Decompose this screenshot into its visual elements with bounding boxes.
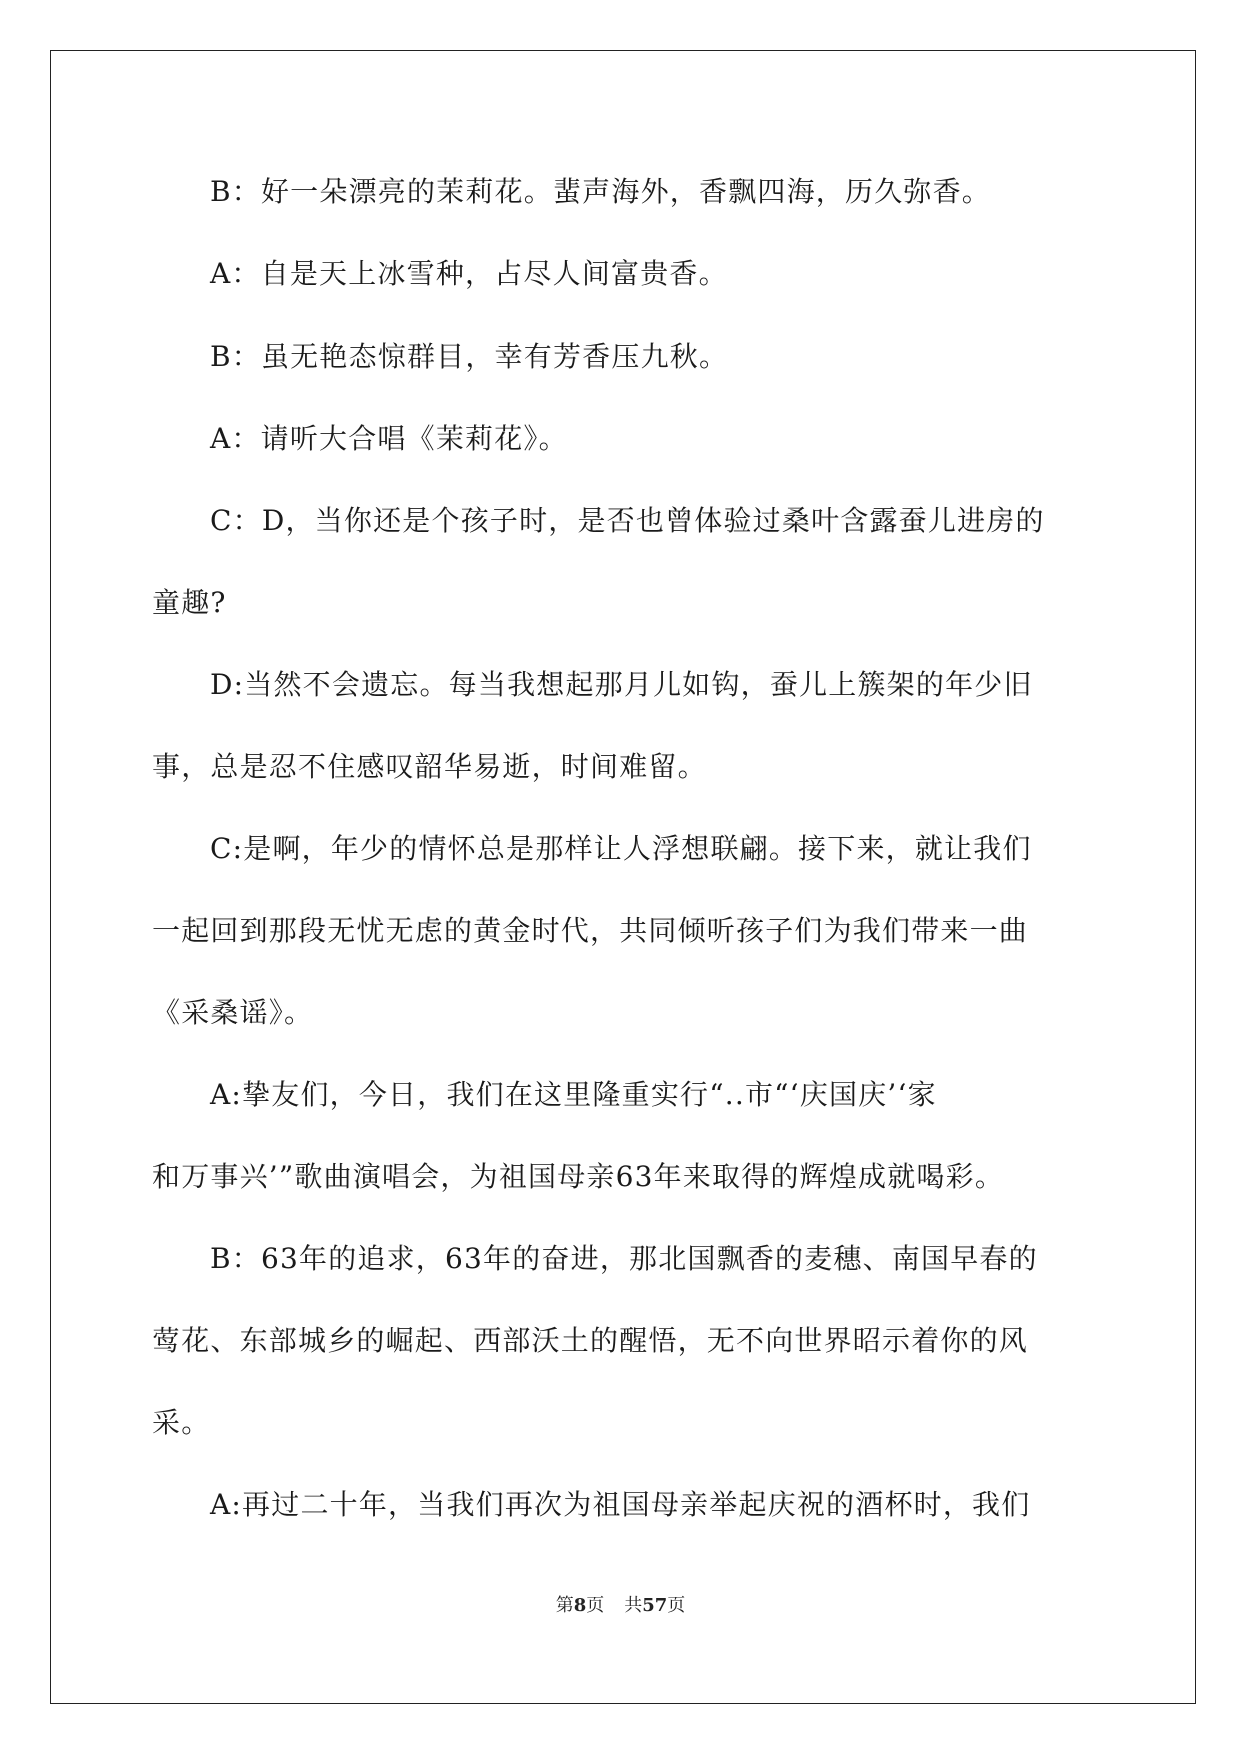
paragraph-line: A:再过二十年，当我们再次为祖国母亲举起庆祝的酒杯时，我们 <box>210 1488 1031 1521</box>
total-suffix: 页 <box>667 1595 686 1616</box>
paragraph-line: 《采桑谣》。 <box>152 996 314 1029</box>
page-border <box>50 50 1196 1704</box>
page-total: 57 <box>642 1595 668 1616</box>
paragraph-line: A:挚友们，今日，我们在这里隆重实行“..市“‘庆国庆’‘家 <box>210 1078 937 1111</box>
page-footer <box>0 1594 1241 1618</box>
page-prefix: 第 <box>555 1595 574 1616</box>
paragraph-line: C：D，当你还是个孩子时，是否也曾体验过桑叶含露蚕儿进房的 <box>210 504 1045 537</box>
paragraph-line: 和万事兴’”歌曲演唱会，为祖国母亲63年来取得的辉煌成就喝彩。 <box>152 1160 1005 1193</box>
paragraph-line: B：63年的追求，63年的奋进，那北国飘香的麦穗、南国早春的 <box>210 1242 1038 1275</box>
paragraph-line: 童趣? <box>152 586 227 619</box>
paragraph-line: B：好一朵漂亮的茉莉花。蜚声海外，香飘四海，历久弥香。 <box>210 175 991 208</box>
paragraph-line: 莺花、东部城乡的崛起、西部沃土的醒悟，无不向世界昭示着你的风 <box>152 1324 1029 1357</box>
paragraph-line: 采。 <box>152 1406 211 1439</box>
page-suffix: 页 <box>586 1595 605 1616</box>
total-prefix: 共 <box>624 1595 643 1616</box>
page-current: 8 <box>573 1595 587 1616</box>
paragraph-line: C:是啊，年少的情怀总是那样让人浮想联翩。接下来，就让我们 <box>210 832 1032 865</box>
paragraph-line: 事，总是忍不住感叹韶华易逝，时间难留。 <box>152 750 707 783</box>
paragraph-line: B：虽无艳态惊群目，幸有芳香压九秋。 <box>210 340 729 373</box>
paragraph-line: A：自是天上冰雪种，占尽人间富贵香。 <box>210 257 728 290</box>
paragraph-line: 一起回到那段无忧无虑的黄金时代，共同倾听孩子们为我们带来一曲 <box>152 914 1029 947</box>
paragraph-line: D:当然不会遗忘。每当我想起那月儿如钩，蚕儿上簇架的年少旧 <box>210 668 1033 701</box>
paragraph-line: A：请听大合唱《茉莉花》。 <box>210 422 568 455</box>
